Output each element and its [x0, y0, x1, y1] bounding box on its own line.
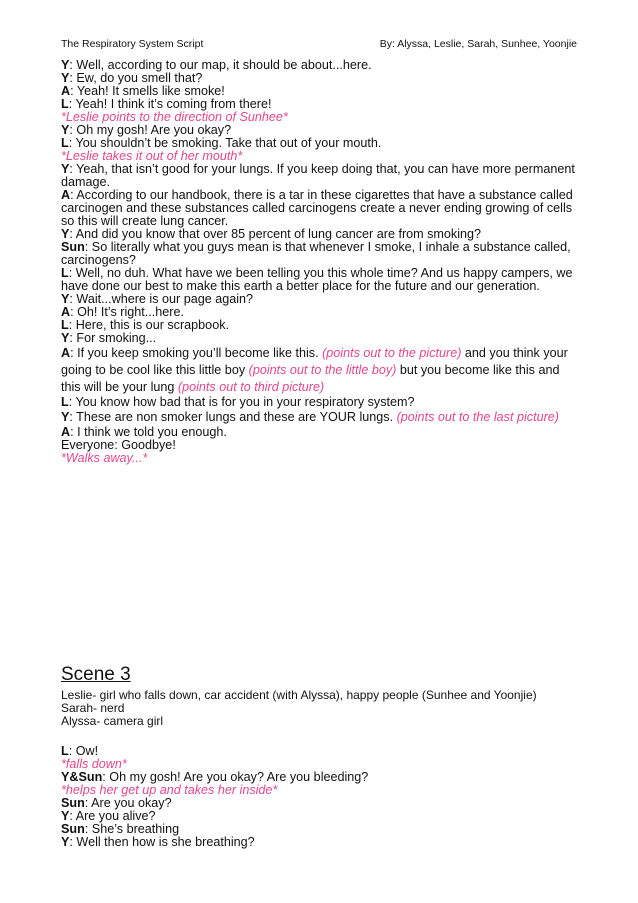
header-authors: By: Alyssa, Leslie, Sarah, Sunhee, Yoonjie: [379, 38, 577, 50]
speaker-label: Y: [61, 58, 70, 72]
dialogue-text: : Oh! It’s right...here.: [70, 305, 184, 319]
dialogue-text: : Yeah! It smells like smoke!: [70, 84, 225, 98]
speaker-label: A: [61, 188, 71, 202]
dialogue-text: : Here, this is our scrapbook.: [68, 318, 229, 332]
stage-direction: (points out to the last picture): [396, 410, 559, 424]
header-title: The Respiratory System Script: [61, 38, 204, 50]
dialogue-text: : And did you know that over 85 percent of lung cancer are from smoking?: [69, 227, 482, 241]
scene-3-title: Scene 3: [61, 664, 131, 685]
dialogue-text: and you think your going to be cool like this little boy: [61, 346, 568, 377]
dialogue-text: : Ow!: [68, 744, 99, 758]
dialogue-text: : Well then how is she breathing?: [69, 835, 255, 849]
dialogue-text: : Are you alive?: [69, 809, 156, 823]
stage-direction: *falls down*: [61, 757, 127, 771]
stage-direction: *Walks away...*: [61, 451, 148, 465]
speaker-label: Sun: [61, 822, 85, 836]
dialogue-text: : If you keep smoking you’ll become like this.: [70, 346, 323, 360]
speaker-label: Sun: [61, 240, 85, 254]
page-header: [61, 38, 577, 50]
scene-2-line: [61, 189, 581, 228]
speaker-label: A: [61, 425, 71, 439]
scene-2-line: [61, 267, 581, 293]
dialogue-text: : Oh my gosh! Are you okay?: [69, 123, 232, 137]
speaker-label: L: [61, 136, 69, 150]
speaker-label: Y&Sun: [61, 770, 103, 784]
speaker-label: L: [61, 266, 69, 280]
speaker-label: Y: [61, 227, 70, 241]
scene-2-line: [61, 452, 581, 465]
stage-direction: *Leslie takes it out of her mouth*: [61, 149, 243, 163]
dialogue-text: : Well, no duh. What have we been telling you this whole time? And us happy campers, we have done our best to make this earth a better place for the future and our generation.: [61, 266, 573, 293]
dialogue-text: : For smoking...: [69, 331, 157, 345]
speaker-label: Y: [61, 162, 70, 176]
speaker-label: A: [61, 84, 71, 98]
dialogue-text: : Yeah! I think it’s coming from there!: [68, 97, 272, 111]
scene-2-line: [61, 241, 581, 267]
dialogue-text: but you become like this and this will be your lung: [61, 363, 560, 394]
scene-2-line: [61, 345, 581, 396]
stage-direction: (points out to third picture): [177, 380, 325, 394]
cast-leslie: Leslie- girl who falls down, car accident (with Alyssa), happy people (Sunhee and Yoonjie): [61, 688, 537, 702]
dialogue-text: : You know how bad that is for you in your respiratory system?: [68, 395, 415, 409]
speaker-label: L: [61, 318, 69, 332]
speaker-label: Y: [61, 410, 70, 424]
speaker-label: Y: [61, 331, 70, 345]
cast-alyssa: Alyssa- camera girl: [61, 714, 164, 728]
dialogue-text: : Ew, do you smell that?: [69, 71, 203, 85]
scene-2-dialogue: [61, 59, 581, 465]
speaker-label: L: [61, 395, 69, 409]
speaker-label: Y: [61, 835, 70, 849]
speaker-label: Sun: [61, 796, 85, 810]
dialogue-text: : She’s breathing: [84, 822, 180, 836]
dialogue-text: : These are non smoker lungs and these are YOUR lungs.: [69, 410, 397, 424]
dialogue-text: : So literally what you guys mean is that whenever I smoke, I inhale a substance called, carcinogens?: [61, 240, 571, 267]
speaker-label: Y: [61, 809, 70, 823]
scene-3-dialogue: [61, 745, 581, 849]
speaker-label: Y: [61, 123, 70, 137]
speaker-label: A: [61, 305, 71, 319]
stage-direction: *Leslie points to the direction of Sunhee*: [61, 110, 288, 124]
scene-2-line: [61, 332, 581, 345]
scene-3-line: [61, 745, 581, 758]
stage-direction: (points out to the picture): [322, 346, 462, 360]
dialogue-text: Everyone: Goodbye!: [61, 438, 176, 452]
stage-direction: *helps her get up and takes her inside*: [61, 783, 278, 797]
dialogue-text: : You shouldn’t be smoking. Take that out of your mouth.: [68, 136, 382, 150]
cast-sarah: Sarah- nerd: [61, 701, 125, 715]
dialogue-text: : According to our handbook, there is a tar in these cigarettes that have a substance called carcinogen and these substances called carcinogens create a never ending growing of cells so this will create lung cancer.: [61, 188, 573, 228]
speaker-label: L: [61, 744, 69, 758]
speaker-label: Y: [61, 71, 70, 85]
stage-direction: (points out to the little boy): [248, 363, 397, 377]
dialogue-text: : Yeah, that isn’t good for your lungs. If you keep doing that, you can have more permanent damage.: [61, 162, 575, 189]
dialogue-text: : Are you okay?: [84, 796, 172, 810]
scene-2-line: [61, 396, 581, 409]
speaker-label: L: [61, 97, 69, 111]
dialogue-text: : Well, according to our map, it should be about...here.: [69, 58, 372, 72]
speaker-label: Y: [61, 292, 70, 306]
scene-2-line: [61, 163, 581, 189]
scene-3-line: [61, 836, 581, 849]
scene-2-line: [61, 409, 581, 426]
speaker-label: A: [61, 346, 71, 360]
dialogue-text: : Wait...where is our page again?: [69, 292, 254, 306]
dialogue-text: : Oh my gosh! Are you okay? Are you bleeding?: [102, 770, 369, 784]
dialogue-text: : I think we told you enough.: [70, 425, 227, 439]
scene-3: [61, 664, 581, 849]
